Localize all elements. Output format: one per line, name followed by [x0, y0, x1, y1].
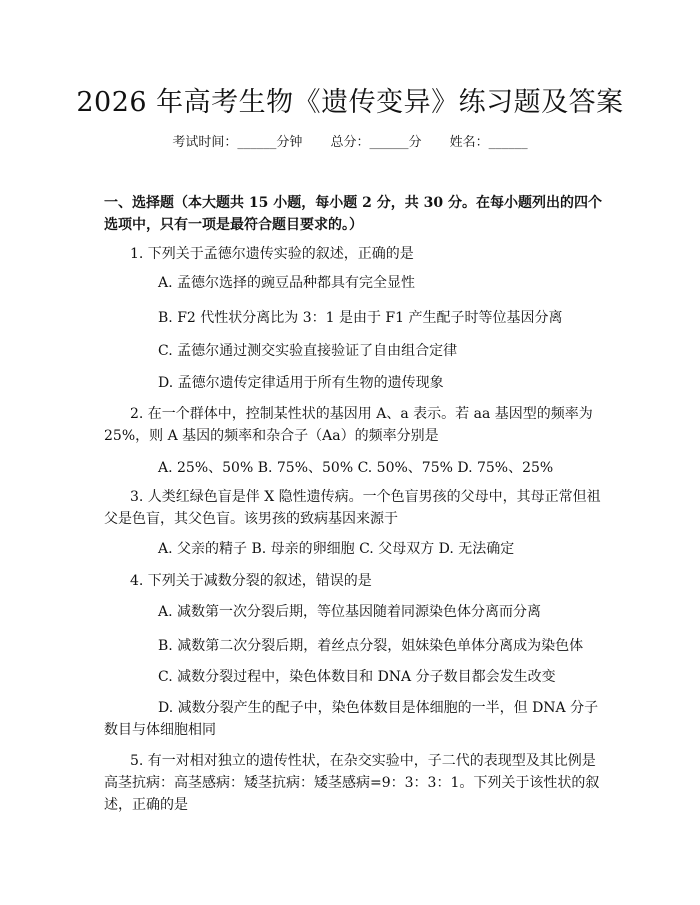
question-3-options: A. 父亲的精子 B. 母亲的卵细胞 C. 父母双方 D. 无法确定 [158, 541, 515, 557]
exam-time: 考试时间：______分钟 [172, 135, 303, 150]
exam-meta [0, 131, 700, 150]
question-1: 1. 下列关于孟德尔遗传实验的叙述，正确的是 [130, 246, 414, 262]
question-1-option-b: B. F2 代性状分离比为 3：1 是由于 F1 产生配子时等位基因分离 [158, 310, 563, 326]
question-4-option-a: A. 减数第一次分裂后期，等位基因随着同源染色体分离而分离 [158, 604, 542, 620]
question-4-option-b: B. 减数第二次分裂后期，着丝点分裂，姐妹染色单体分离成为染色体 [158, 638, 584, 654]
question-1-option-d: D. 孟德尔遗传定律适用于所有生物的遗传现象 [158, 375, 444, 391]
question-2-options: A. 25%、50% B. 75%、50% C. 50%、75% D. 75%、25% [158, 460, 554, 476]
question-4-option-d: D. 减数分裂产生的配子中，染色体数目是体细胞的一半，但 DNA 分子数目与体细胞相同 [104, 700, 599, 738]
student-name: 姓名：______ [449, 135, 528, 150]
question-1-option-c: C. 孟德尔通过测交实验直接验证了自由组合定律 [158, 343, 458, 359]
page-title: 2026 年高考生物《遗传变异》练习题及答案 [76, 87, 624, 118]
section-heading: 一、选择题（本大题共 15 小题，每小题 2 分，共 30 分。在每小题列出的四个选项中，只有一项是最符合题目要求的。） [104, 195, 602, 233]
exam-score: 总分：______分 [330, 135, 422, 150]
question-1-option-a: A. 孟德尔选择的豌豆品种都具有完全显性 [158, 275, 416, 291]
question-3: 3. 人类红绿色盲是伴 X 隐性遗传病。一个色盲男孩的父母中，其母正常但祖父是色盲，其父色盲。该男孩的致病基因来源于 [104, 489, 601, 527]
question-4-option-c: C. 减数分裂过程中，染色体数目和 DNA 分子数目都会发生改变 [158, 669, 556, 685]
question-2: 2. 在一个群体中，控制某性状的基因用 A、a 表示。若 aa 基因型的频率为 25%，则 A 基因的频率和杂合子（Aa）的频率分别是 [104, 406, 593, 444]
question-5: 5. 有一对相对独立的遗传性状，在杂交实验中，子二代的表现型及其比例是高茎抗病：高茎感病：矮茎抗病：矮茎感病=9：3：3：1。下列关于该性状的叙述，正确的是 [104, 753, 600, 813]
question-4: 4. 下列关于减数分裂的叙述，错误的是 [130, 573, 372, 589]
